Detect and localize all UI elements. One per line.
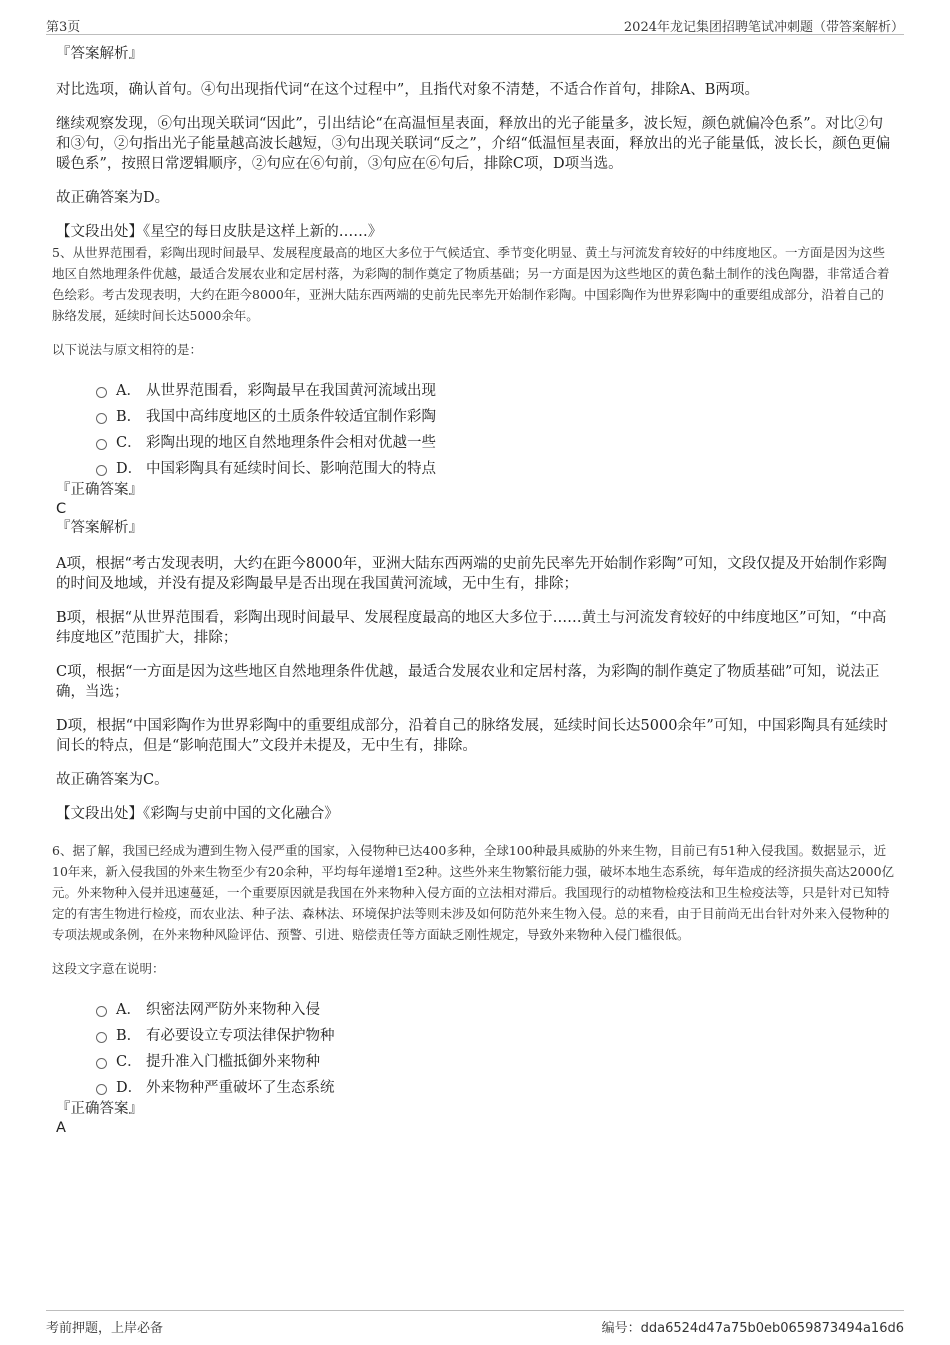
q4-analysis-para1: 对比选项，确认首句。④句出现指代词“在这个过程中”，且指代对象不清楚，不适合作首句，排除A、B两项。 (56, 82, 759, 98)
footer-code (602, 1317, 904, 1336)
q6-option-b[interactable]: B． 有必要设立专项法律保护物种 (96, 1021, 896, 1047)
q6-stem: 6、据了解，我国已经成为遭到生物入侵严重的国家，入侵物种已达400多种，全球100种最具威胁的外来生物，目前已有51种入侵我国。数据显示，近10年来，新入侵我国的外来生物至少有20余种，平均每年递增1至2种。这些外来生物繁衍能力强，破坏本地生态系统，每年造成的经济损失高达2000亿元。外来物种入侵并迅速蔓延，一个重要原因就是我国在外来物种入侵方面的立法相对滞后。我国现行的动植物检疫法和卫生检疫法等，只是针对已知特定的有害生物进行检疫，而农业法、种子法、森林法、环境保护法等则未涉及如何防范外来生物入侵。总的来看，由于目前尚无出台针对外来入侵物种的专项法规或条例，在外来物种风险评估、预警、引进、赔偿责任等方面缺乏刚性规定，导致外来物种入侵门槛很低。 (52, 843, 895, 942)
q5-option-d[interactable]: D． 中国彩陶具有延续时间长、影响范围大的特点 (96, 454, 896, 480)
q4-conclusion: 故正确答案为D。 (56, 190, 170, 206)
q5-question: 以下说法与原文相符的是： (52, 342, 203, 357)
q5-answer-label: 『正确答案』 (56, 482, 143, 498)
q5-source: 【文段出处】《彩陶与史前中国的文化融合》 (56, 806, 339, 822)
footer-slogan: 考前押题，上岸必备 (46, 1321, 164, 1336)
q6-answer-label: 『正确答案』 (56, 1101, 143, 1117)
q6-question: 这段文字意在说明： (52, 961, 165, 976)
q5-stem: 5、从世界范围看，彩陶出现时间最早、发展程度最高的地区大多位于气候适宜、季节变化明显、黄土与河流发育较好的中纬度地区。一方面是因为这些地区自然地理条件优越，最适合发展农业和定居村落，为彩陶的制作奠定了物质基础；另一方面是因为这些地区的黄色黏土制作的浅色陶器，非常适合着色绘彩。考古发现表明，大约在距今8000年，亚洲大陆东西两端的史前先民率先开始制作彩陶。中国彩陶作为世界彩陶中的重要组成部分，沿着自己的脉络发展，延续时间长达5000余年。 (52, 245, 890, 323)
q5-analysis-b: B项，根据“从世界范围看，彩陶出现时间最早、发展程度最高的地区大多位于……黄土与河流发育较好的中纬度地区”可知，“中高纬度地区”范围扩大，排除； (56, 610, 887, 646)
document-title: 2024年龙记集团招聘笔试冲刺题（带答案解析） (623, 20, 904, 35)
radio-icon[interactable] (96, 1084, 107, 1095)
q4-source: 【文段出处】《星空的每日皮肤是这样上新的……》 (56, 224, 383, 240)
radio-icon[interactable] (96, 1058, 107, 1069)
q5-analysis-label: 『答案解析』 (56, 520, 143, 536)
page-header (46, 14, 904, 35)
radio-icon[interactable] (96, 413, 107, 424)
q6-option-a[interactable]: A． 织密法网严防外来物种入侵 (96, 995, 896, 1021)
page-footer (46, 1310, 904, 1335)
radio-icon[interactable] (96, 1032, 107, 1043)
q6-option-c[interactable]: C． 提升准入门槛抵御外来物种 (96, 1047, 896, 1073)
q5-analysis-d: D项，根据“中国彩陶作为世界彩陶中的重要组成部分，沿着自己的脉络发展，延续时间长达5000余年”可知，中国彩陶具有延续时间长的特点，但是“影响范围大”文段并未提及，无中生有，排除。 (56, 718, 888, 754)
q6-options (96, 995, 896, 1099)
q4-analysis-label: 『答案解析』 (56, 46, 143, 62)
radio-icon[interactable] (96, 439, 107, 450)
radio-icon[interactable] (96, 465, 107, 476)
q4-analysis-para2: 继续观察发现，⑥句出现关联词“因此”，引出结论“在高温恒星表面，释放出的光子能量多，波长短，颜色就偏冷色系”。对比②句和③句，②句指出光子能量越高波长越短，③句出现关联词“反之”，介绍“低温恒星表面，释放出的光子能量低，波长长，颜色更偏暖色系”，按照日常逻辑顺序，②句应在⑥句前，③句应在⑥句后，排除C项，D项当选。 (56, 116, 891, 172)
q5-option-c[interactable]: C． 彩陶出现的地区自然地理条件会相对优越一些 (96, 428, 896, 454)
page-content (52, 44, 896, 1137)
page-number: 第3页 (46, 20, 81, 35)
q5-analysis-a: A项，根据“考古发现表明，大约在距今8000年，亚洲大陆东西两端的史前先民率先开始制作彩陶”可知，文段仅提及开始制作彩陶的时间及地域，并没有提及彩陶最早是否出现在我国黄河流域，无中生有，排除； (56, 556, 887, 592)
q5-options (96, 376, 896, 480)
q6-answer: A (56, 1120, 66, 1136)
footer-code-value: dda6524d47a75b0eb0659873494a16d6 (640, 1321, 904, 1336)
q5-conclusion: 故正确答案为C。 (56, 772, 169, 788)
q5-option-a[interactable]: A． 从世界范围看，彩陶最早在我国黄河流域出现 (96, 376, 896, 402)
radio-icon[interactable] (96, 387, 107, 398)
q5-option-b[interactable]: B． 我国中高纬度地区的土质条件较适宜制作彩陶 (96, 402, 896, 428)
q5-answer: C (56, 501, 67, 517)
q6-option-d[interactable]: D． 外来物种严重破坏了生态系统 (96, 1073, 896, 1099)
q5-analysis-c: C项，根据“一方面是因为这些地区自然地理条件优越，最适合发展农业和定居村落，为彩陶的制作奠定了物质基础”可知，说法正确，当选； (56, 664, 880, 700)
footer-code-label: 编号： (601, 1321, 641, 1336)
radio-icon[interactable] (96, 1006, 107, 1017)
